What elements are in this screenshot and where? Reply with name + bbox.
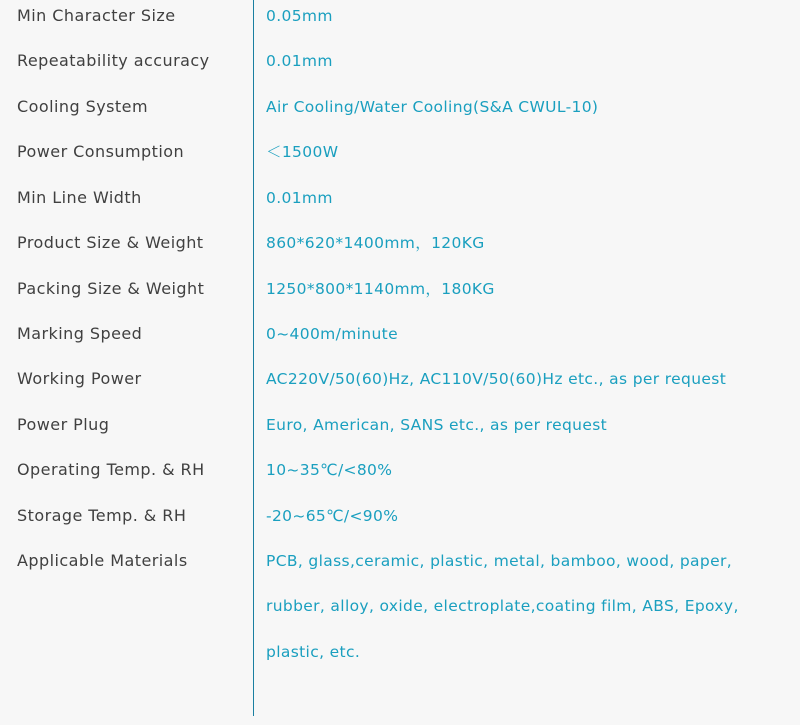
spec-row-packing-size-weight [0, 274, 800, 304]
spec-label: Product Size & Weight [17, 233, 204, 252]
spec-value: PCB, glass,ceramic, plastic, metal, bamboo, wood, paper, [266, 552, 732, 570]
spec-label: Packing Size & Weight [17, 279, 205, 298]
spec-value: Air Cooling/Water Cooling(S&A CWUL-10) [266, 98, 599, 116]
spec-row-operating-temp-rh [0, 455, 800, 485]
spec-row-repeatability-accuracy [0, 46, 800, 76]
spec-row-storage-temp-rh [0, 501, 800, 531]
spec-label: Min Line Width [17, 188, 142, 207]
spec-value: AC220V/50(60)Hz, AC110V/50(60)Hz etc., as per request [266, 370, 727, 388]
spec-row-working-power [0, 364, 800, 394]
spec-row-applicable-materials [0, 546, 800, 576]
spec-value: -20~65℃/<90% [266, 507, 399, 525]
spec-row-applicable-materials-cont-2 [0, 637, 800, 667]
spec-value: 0.01mm [266, 189, 333, 207]
spec-row-power-plug [0, 410, 800, 440]
spec-row-power-consumption [0, 137, 800, 167]
spec-label: Power Plug [17, 415, 110, 434]
spec-label: Power Consumption [17, 142, 185, 161]
spec-row-product-size-weight [0, 228, 800, 258]
spec-label: Storage Temp. & RH [17, 506, 187, 525]
spec-label: Applicable Materials [17, 551, 188, 570]
spec-value: rubber, alloy, oxide, electroplate,coating film, ABS, Epoxy, [266, 597, 739, 615]
spec-value: 1250*800*1140mm，180KG [266, 280, 495, 298]
spec-row-min-character-size [0, 1, 800, 31]
spec-row-cooling-system [0, 92, 800, 122]
spec-value: 0.05mm [266, 7, 333, 25]
spec-value: 860*620*1400mm，120KG [266, 234, 485, 252]
spec-value: Euro, American, SANS etc., as per request [266, 416, 608, 434]
spec-label: Repeatability accuracy [17, 51, 210, 70]
spec-value: 10~35℃/<80% [266, 461, 393, 479]
spec-value: 0.01mm [266, 52, 333, 70]
spec-label: Cooling System [17, 97, 148, 116]
spec-row-marking-speed [0, 319, 800, 349]
spec-label: Working Power [17, 369, 142, 388]
spec-value: plastic, etc. [266, 643, 361, 661]
spec-label: Marking Speed [17, 324, 143, 343]
spec-label: Operating Temp. & RH [17, 460, 205, 479]
spec-value: 0~400m/minute [266, 325, 398, 343]
spec-value: ＜1500W [266, 143, 339, 161]
spec-label: Min Character Size [17, 6, 176, 25]
spec-row-applicable-materials-cont-1 [0, 591, 800, 621]
spec-row-min-line-width [0, 183, 800, 213]
